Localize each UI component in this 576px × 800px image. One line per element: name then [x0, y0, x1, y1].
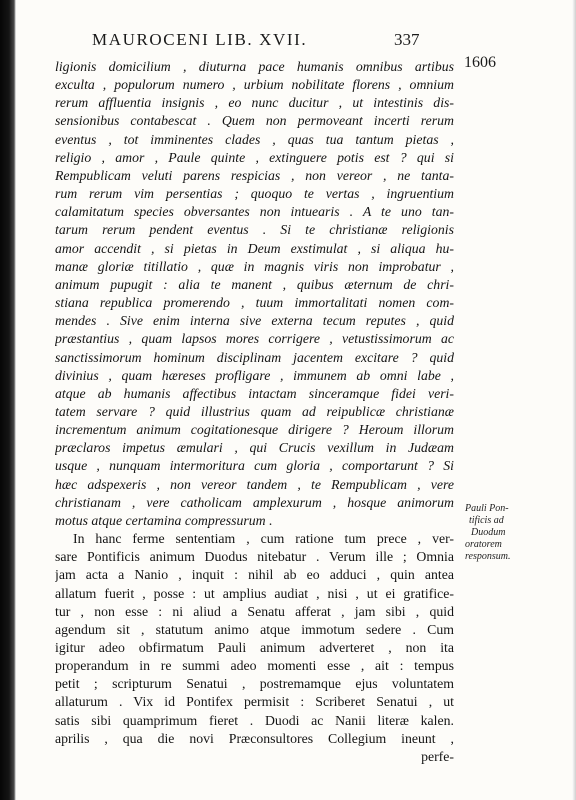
- running-head: MAUROCENI LIB. XVII.: [92, 30, 308, 49]
- text-line: tatem servare ? quid illustrius quam ad reipublicæ christianæ: [55, 403, 454, 419]
- text-line: aprilis , qua die novi Præconsultores Collegium ineunt ,: [55, 730, 454, 746]
- text-line: religio , amor , Paule quinte , extinguere potis est ? qui si: [55, 149, 454, 165]
- text-line: motus atque certamina compressurum .: [55, 512, 273, 528]
- text-line: rum rerum vim persentias ; quoquo te vertas , ingruentium: [55, 186, 454, 202]
- margin-note-line: Duodum: [471, 527, 506, 538]
- catchword: perfe-: [421, 748, 454, 764]
- margin-note-line: Pauli Pon-: [465, 503, 509, 514]
- text-line: sare Pontificis animum Duodus nitebatur . Verum ille ; Omnia: [55, 549, 454, 565]
- text-line: properandum in re summi adeo momenti esse , ait : tempus: [55, 658, 454, 674]
- page-number: 337: [394, 30, 420, 49]
- text-line: præclaros impetus æmulari , qui Crucis vexillum in Judæam: [55, 440, 454, 456]
- text-line: incrementum animum cogitationesque dirigere ? Heroum illorum: [55, 422, 454, 438]
- text-line: In hanc ferme sententiam , cum ratione tum prece , ver-: [73, 531, 454, 547]
- text-line: divinius , quam hæreses profligare , immunem ab omni labe ,: [55, 367, 454, 383]
- margin-note-line: tificis ad: [469, 515, 504, 526]
- page-right-edge: [572, 0, 576, 800]
- text-line: hæc adspexeris , non vereor tandem , te Rempublicam , vere: [55, 476, 454, 492]
- text-line: tur , non esse : ni aliud a Senatu afferat , jam sibi , quid: [55, 603, 454, 619]
- year-marginal: 1606: [464, 54, 496, 71]
- text-line: rerum affluentia insignis , eo nunc ducitur , ut intestinis dis-: [55, 95, 454, 111]
- text-line: allaturum . Vix id Pontifex permisit : Scriberet Senatui , ut: [55, 694, 454, 710]
- text-line: Rempublicam veluti parens respicias , non vereor , ne tanta-: [55, 167, 454, 183]
- text-line: allatum fuerit , posse : ut amplius audiat , nisi , ut ei gratifice-: [55, 585, 454, 601]
- text-line: tarum rerum pendent eventus . Si te christianæ religionis: [55, 222, 454, 238]
- text-line: exculta , populorum numero , urbium nobilitate florens , omnium: [55, 77, 454, 93]
- text-line: calamitatum species obversantes non intuearis . A te uno tan-: [55, 204, 454, 220]
- text-line: ligionis domicilium , diuturna pace humanis omnibus artibus: [55, 59, 454, 74]
- margin-note-line: responsum.: [465, 551, 511, 562]
- text-line: sensionibus contabescat . Quem non permoveant incerti rerum: [55, 113, 454, 129]
- text-line: satis sibi quamprimum fieret . Duodi ac Nanii literæ kalen.: [55, 712, 454, 728]
- text-line: petit ; scripturum Senatui , postremamque ejus voluntatem: [55, 676, 454, 692]
- text-line: præstantius , quam lapsos mores corrigere , vetustissimorum ac: [55, 331, 454, 347]
- text-line: animum pupugit : alia te manent , quibus æternum de chri-: [55, 276, 454, 292]
- text-line: jam acta a Nanio , inquit : nihil ab eo adduci , quin antea: [55, 567, 454, 583]
- text-line: usque , nunquam intermoritura cum gloria , comportarunt ? Si: [55, 458, 454, 474]
- body-text: [55, 58, 454, 766]
- text-line: atque ab humanis affectibus intactam sinceramque fidei veri-: [55, 385, 454, 401]
- margin-note: [465, 503, 545, 563]
- margin-note-line: oratorem: [465, 539, 502, 550]
- text-line: manæ gloriæ titillatio , quæ in magnis viris non improbatur ,: [55, 258, 454, 274]
- text-line: christianam , vere catholicam amplexurum , hosque animorum: [55, 494, 454, 510]
- text-line: amor accendit , si pietas in Deum exstimulat , si aliqua hu-: [55, 240, 454, 256]
- text-line: agendum sit , statutum animo atque immotum sedere . Cum: [55, 621, 454, 637]
- text-line: stiana republica promerendo , tuum immortalitati nomen com-: [55, 295, 454, 311]
- text-line: eventus , tot imminentes clades , quas tua tantum pietas ,: [55, 131, 454, 147]
- text-line: igitur adeo obfirmatum Pauli animum adverteret , non ita: [55, 640, 454, 655]
- page-binding-shadow: [0, 0, 16, 800]
- text-line: mendes . Sive enim interna sive externa tecum reputes , quid: [55, 313, 454, 329]
- text-line: sanctissimorum hominum disciplinam jacentem excitare ? quid: [55, 349, 454, 365]
